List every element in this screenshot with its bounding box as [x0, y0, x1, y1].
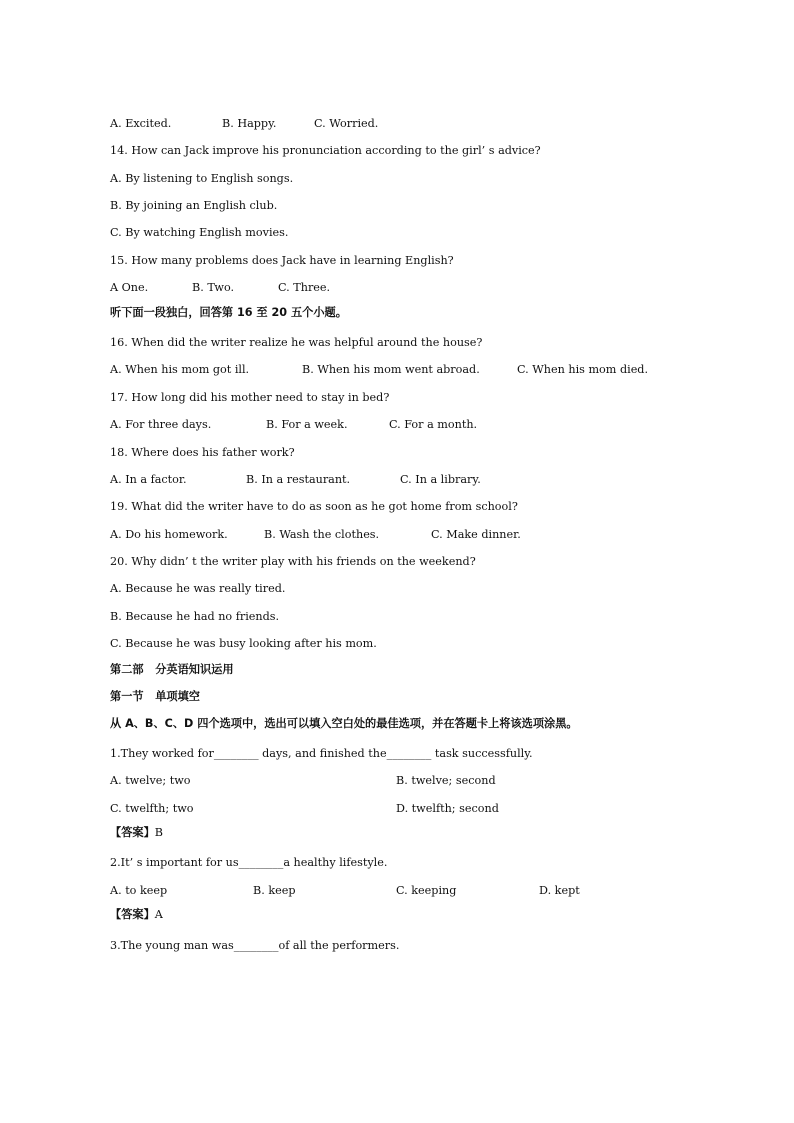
- q18-question: 18. Where does his father work?: [110, 446, 295, 459]
- q17-option-b: B. For a week.: [266, 418, 348, 431]
- q20-question: 20. Why didn’ t the writer play with his friends on the weekend?: [110, 555, 476, 568]
- mc1-answer: [110, 826, 163, 840]
- mc2-option-b: B. keep: [253, 884, 296, 897]
- mc2-option-d: D. kept: [539, 884, 580, 897]
- mc2-option-c: C. keeping: [396, 884, 457, 897]
- q19-option-b: B. Wash the clothes.: [264, 528, 380, 541]
- mc1-option-a: A. twelve; two: [110, 774, 191, 787]
- mc1-answer-tag: 【答案】: [110, 826, 155, 839]
- q18-option-c: C. In a library.: [400, 473, 481, 486]
- mc3-question: 3.The young man was________of all the performers.: [110, 939, 400, 952]
- part2-heading: 第二部 分英语知识运用: [110, 663, 234, 676]
- section1-heading: 第一节 单项填空: [110, 690, 200, 703]
- mc2-answer-tag: 【答案】: [110, 908, 155, 921]
- q19-option-c: C. Make dinner.: [431, 528, 521, 541]
- q16-option-a: A. When his mom got ill.: [110, 363, 250, 376]
- q17-option-a: A. For three days.: [110, 418, 212, 431]
- q18-option-a: A. In a factor.: [110, 473, 187, 486]
- q18-option-b: B. In a restaurant.: [246, 473, 351, 486]
- mc1-option-b: B. twelve; second: [396, 774, 496, 787]
- q16-option-c: C. When his mom died.: [517, 363, 649, 376]
- q14-option-c: C. By watching English movies.: [110, 226, 289, 239]
- q14-question: 14. How can Jack improve his pronunciation according to the girl’ s advice?: [110, 144, 541, 157]
- mc1-question: 1.They worked for________ days, and finished the________ task successfully.: [110, 747, 533, 760]
- mc2-answer: [110, 908, 163, 922]
- mc2-question: 2.It’ s important for us________a healthy lifestyle.: [110, 856, 388, 869]
- mc1-option-c: C. twelfth; two: [110, 802, 194, 815]
- q19-option-a: A. Do his homework.: [110, 528, 228, 541]
- q20-option-b: B. Because he had no friends.: [110, 610, 280, 623]
- q14-option-b: B. By joining an English club.: [110, 199, 278, 212]
- q15-question: 15. How many problems does Jack have in learning English?: [110, 254, 454, 267]
- q13-option-b: B. Happy.: [222, 117, 277, 130]
- q13-option-c: C. Worried.: [314, 117, 379, 130]
- section1-instructions: 从 A、B、C、D 四个选项中，选出可以填入空白处的最佳选项，并在答题卡上将该选项涂黑。: [110, 717, 578, 730]
- q17-option-c: C. For a month.: [389, 418, 478, 431]
- q16-question: 16. When did the writer realize he was helpful around the house?: [110, 336, 483, 349]
- q13-option-a: A. Excited.: [110, 117, 172, 130]
- mc2-answer-value: A: [154, 908, 163, 921]
- q20-option-c: C. Because he was busy looking after his mom.: [110, 637, 377, 650]
- mc1-option-d: D. twelfth; second: [396, 802, 499, 815]
- q19-question: 19. What did the writer have to do as soon as he got home from school?: [110, 500, 518, 513]
- mc2-option-a: A. to keep: [110, 884, 168, 897]
- q20-option-a: A. Because he was really tired.: [110, 582, 286, 595]
- section-monologue-heading: 听下面一段独白，回答第 16 至 20 五个小题。: [110, 306, 347, 319]
- mc1-answer-value: B: [154, 826, 163, 839]
- q15-option-a: A One.: [110, 281, 149, 294]
- q16-option-b: B. When his mom went abroad.: [302, 363, 480, 376]
- q15-option-b: B. Two.: [192, 281, 235, 294]
- q15-option-c: C. Three.: [278, 281, 331, 294]
- q14-option-a: A. By listening to English songs.: [110, 172, 294, 185]
- q17-question: 17. How long did his mother need to stay in bed?: [110, 391, 390, 404]
